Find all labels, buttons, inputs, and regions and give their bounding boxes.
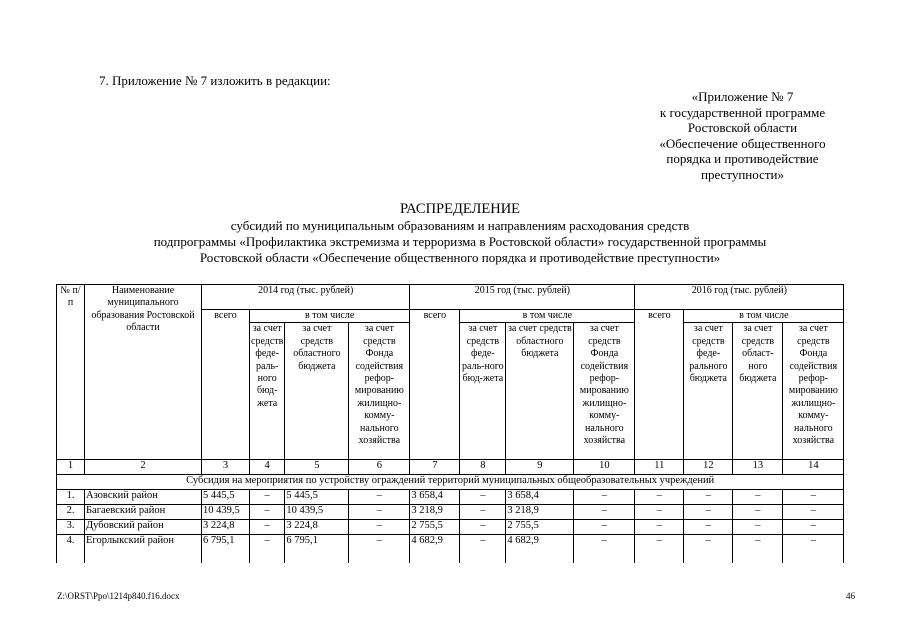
header-including: в том числе <box>684 310 844 323</box>
municipality-name: Дубовский район <box>85 520 202 535</box>
federal-2015: – <box>460 490 506 505</box>
header-including: в том числе <box>250 310 410 323</box>
fund-2014: – <box>349 535 410 564</box>
federal-2015: – <box>460 535 506 564</box>
intro-text: 7. Приложение № 7 изложить в редакции: <box>99 73 331 88</box>
regional-2014: 5 445,5 <box>285 490 349 505</box>
header-including: в том числе <box>460 310 635 323</box>
header-federal-budget: за счет средств феде-раль-ного бюд-жета <box>250 323 285 460</box>
header-federal-budget: за счет средств феде-рального бюджета <box>684 323 733 460</box>
federal-2016: – <box>684 490 733 505</box>
fund-2014: – <box>349 520 410 535</box>
regional-2015: 4 682,9 <box>506 535 574 564</box>
column-number: 6 <box>349 460 410 475</box>
header-number: № п/п <box>57 285 85 460</box>
column-number: 12 <box>684 460 733 475</box>
column-number: 8 <box>460 460 506 475</box>
fund-2016: – <box>783 490 844 505</box>
federal-2015: – <box>460 505 506 520</box>
regional-2014: 10 439,5 <box>285 505 349 520</box>
municipality-name: Азовский район <box>85 490 202 505</box>
document-subtitle <box>60 218 860 266</box>
column-number: 11 <box>635 460 684 475</box>
appendix-line: «Обеспечение общественного <box>659 135 826 151</box>
federal-2014: – <box>250 490 285 505</box>
total-2014: 3 224,8 <box>202 520 250 535</box>
header-housing-fund: за счет средств Фонда содействия рефор-мированию жилищно-комму-нального хозяйства <box>574 323 635 460</box>
federal-2014: – <box>250 505 285 520</box>
header-year-2015: 2015 год (тыс. рублей) <box>410 285 635 310</box>
federal-2014: – <box>250 535 285 564</box>
total-2015: 4 682,9 <box>410 535 460 564</box>
header-municipality: Наименование муниципального образования Ростовской области <box>85 285 202 460</box>
header-regional-budget: за счет средств областного бюджета <box>506 323 574 460</box>
column-number-row <box>57 460 844 475</box>
fund-2016: – <box>783 520 844 535</box>
section-title: Субсидия на мероприятия по устройству ограждений территорий муниципальных общеобразовательных учреждений <box>57 475 844 490</box>
regional-2014: 6 795,1 <box>285 535 349 564</box>
federal-2016: – <box>684 505 733 520</box>
column-number: 2 <box>85 460 202 475</box>
column-number: 10 <box>574 460 635 475</box>
column-number: 1 <box>57 460 85 475</box>
fund-2016: – <box>783 505 844 520</box>
document-title: РАСПРЕДЕЛЕНИЕ <box>399 201 521 217</box>
fund-2015: – <box>574 490 635 505</box>
appendix-line: «Приложение № 7 <box>691 89 794 104</box>
fund-2015: – <box>574 505 635 520</box>
regional-2015: 3 658,4 <box>506 490 574 505</box>
table-row <box>57 535 844 564</box>
page-number: 46 <box>846 591 855 601</box>
row-number: 1. <box>57 490 85 505</box>
subtitle-line: подпрограммы «Профилактика экстремизма и терроризма в Ростовской области» государственной программы <box>153 234 767 249</box>
fund-2014: – <box>349 490 410 505</box>
fund-2014: – <box>349 505 410 520</box>
header-total: всего <box>635 310 684 460</box>
municipality-name: Егорлыкский район <box>85 535 202 564</box>
column-number: 4 <box>250 460 285 475</box>
regional-2015: 3 218,9 <box>506 505 574 520</box>
fund-2015: – <box>574 520 635 535</box>
municipality-name: Багаевский район <box>85 505 202 520</box>
federal-2015: – <box>460 520 506 535</box>
header-year-2016: 2016 год (тыс. рублей) <box>635 285 844 310</box>
header-year-2014: 2014 год (тыс. рублей) <box>202 285 410 310</box>
appendix-line: к государственной программе <box>659 104 826 120</box>
column-number: 3 <box>202 460 250 475</box>
total-2016: – <box>635 520 684 535</box>
distribution-table <box>56 284 844 563</box>
header-federal-budget: за счет средств феде-раль-ного бюд-жета <box>460 323 506 460</box>
row-number: 2. <box>57 505 85 520</box>
table-row <box>57 520 844 535</box>
regional-2016: – <box>733 490 783 505</box>
federal-2014: – <box>250 520 285 535</box>
federal-2016: – <box>684 535 733 564</box>
total-2016: – <box>635 490 684 505</box>
total-2014: 5 445,5 <box>202 490 250 505</box>
header-regional-budget: за счет средств област-ного бюджета <box>733 323 783 460</box>
fund-2015: – <box>574 535 635 564</box>
column-number: 7 <box>410 460 460 475</box>
total-2014: 10 439,5 <box>202 505 250 520</box>
header-total: всего <box>202 310 250 460</box>
header-housing-fund: за счет средств Фонда содействия рефор-мированию жилищно-комму-нального хозяйства <box>349 323 410 460</box>
header-total: всего <box>410 310 460 460</box>
column-number: 5 <box>285 460 349 475</box>
total-2015: 2 755,5 <box>410 520 460 535</box>
total-2014: 6 795,1 <box>202 535 250 564</box>
row-number: 4. <box>57 535 85 564</box>
fund-2016: – <box>783 535 844 564</box>
header-regional-budget: за счет средств областного бюджета <box>285 323 349 460</box>
table-row <box>57 490 844 505</box>
regional-2014: 3 224,8 <box>285 520 349 535</box>
regional-2016: – <box>733 505 783 520</box>
total-2016: – <box>635 505 684 520</box>
column-number: 9 <box>506 460 574 475</box>
total-2015: 3 658,4 <box>410 490 460 505</box>
appendix-line: Ростовской области <box>687 120 798 135</box>
subtitle-line: субсидий по муниципальным образованиям и направлениям расходования средств <box>230 218 690 233</box>
subtitle-line: Ростовской области «Обеспечение общественного порядка и противодействие преступности» <box>199 250 721 265</box>
federal-2016: – <box>684 520 733 535</box>
footer-file-path: Z:\ORST\Ppo\1214p840.f16.docx <box>57 591 180 601</box>
table-row <box>57 505 844 520</box>
total-2015: 3 218,9 <box>410 505 460 520</box>
header-housing-fund: за счет средств Фонда содействия рефор-мированию жилищно-комму-нального хозяйства <box>783 323 844 460</box>
appendix-line: порядка и противодействие <box>666 151 819 166</box>
regional-2015: 2 755,5 <box>506 520 574 535</box>
appendix-line: преступности» <box>701 166 784 182</box>
total-2016: – <box>635 535 684 564</box>
appendix-heading <box>640 89 845 182</box>
column-number: 14 <box>783 460 844 475</box>
regional-2016: – <box>733 535 783 564</box>
regional-2016: – <box>733 520 783 535</box>
row-number: 3. <box>57 520 85 535</box>
column-number: 13 <box>733 460 783 475</box>
